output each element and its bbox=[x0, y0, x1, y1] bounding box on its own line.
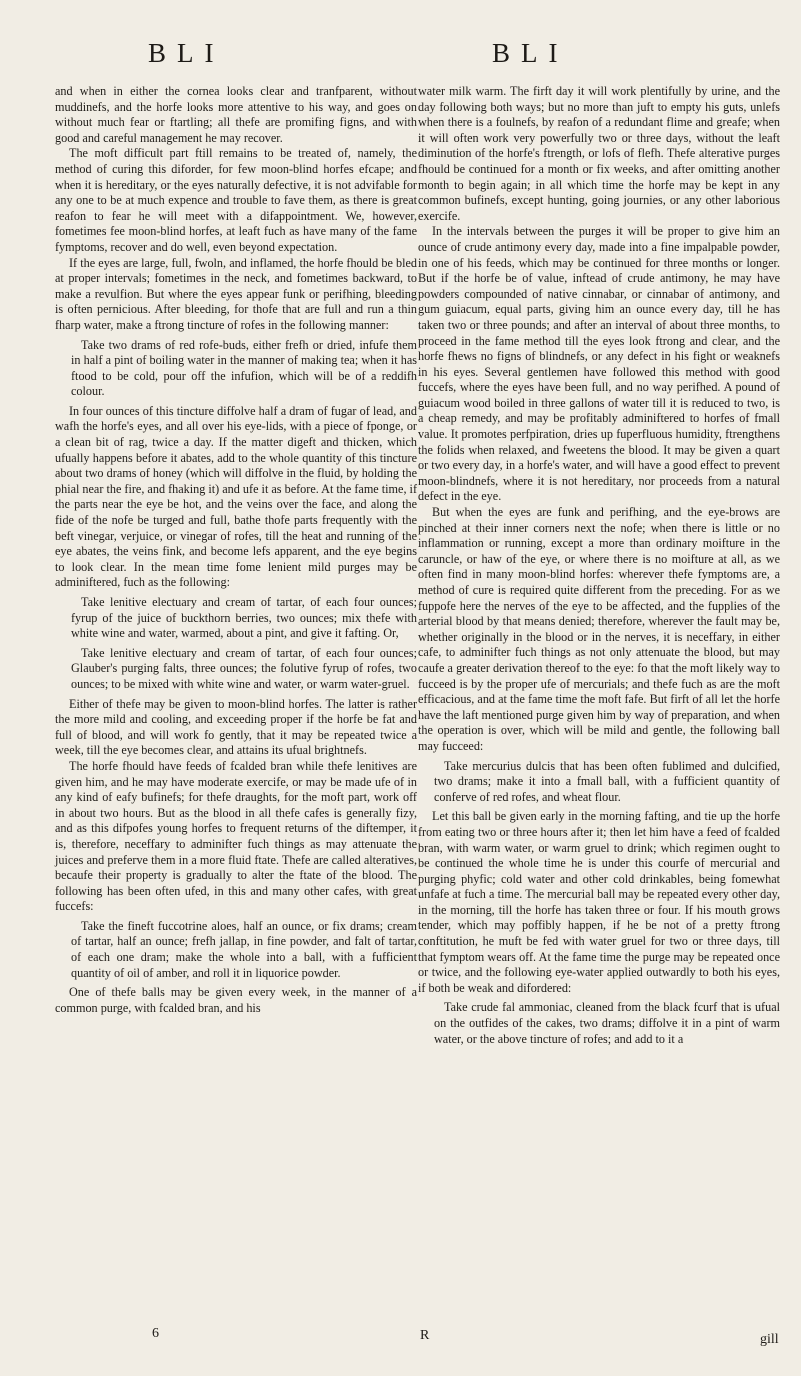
body-paragraph: and when in either the cornea looks clear and tranfparent, without muddinefs, and the horfe looks more attentive to his way, and goes on without much fear or ftartling; all thefe are promifing figns, and with good and careful management he may recover. bbox=[55, 84, 417, 145]
recipe-paragraph: Take lenitive electuary and cream of tartar, of each four ounces; fyrup of the juice of buckthorn berries, two ounces; mix thefe with white wine and water, warmed, about a pint, and give it fafting. Or, bbox=[71, 595, 417, 641]
recipe-paragraph: Take the fineft fuccotrine aloes, half an ounce, or fix drams; cream of tartar, half an ounce; frefh jallap, in fine powder, and falt of tartar, of each one dram; make the whole into a ball, with a fufficient quantity of oil of amber, and roll it in liquorice powder. bbox=[71, 918, 417, 980]
right-text-column bbox=[418, 84, 780, 1051]
body-paragraph: But when the eyes are funk and perifhing, and the eye-brows are pinched at their inner corners next the nofe; when there is little or no inflammation or running, except a more than ordinary moifture in the caruncle, or haw of the eye, or where there is no moifture at all, as we often find in many moon-blind horfes: wherever thefe fymptoms are, a method of cure is required quite different from the preceding. For as we fuppofe here the nerves of the eye to be affected, and the fupplies of the arterial blood by that means denied; therefore, wherever the fault may be, whether originally in the blood or in the nerves, it is neceffary, in either cafe, to adminifter fuch things as not only attenuate the blood, but may caufe a greater derivation thereof to the eye: fo that the moft likely way to fucceed is by the proper ufe of mercurials; and thefe fuch as are the moft efficacious, and at the fame time the moft fafe. But firft of all let the horfe have the laft mentioned purge given him by way of preparation, and when the operation is over, which will be mild and gentle, the following ball may fucceed: bbox=[418, 505, 780, 753]
body-paragraph: The moft difficult part ftill remains to be treated of, namely, the method of curing this diforder, for few moon-blind horfes efcape; and when it is hereditary, or the eyes naturally defective, it is not advifable for any one to be at much expence and trouble to fave them, as there is great reafon to fear he will meet with a difappointment. We, however, fometimes fee moon-blind horfes, at leaft fuch as have many of the fame fymptoms, recover and do well, even beyond expectation. bbox=[55, 146, 417, 254]
body-paragraph: Let this ball be given early in the morning fafting, and tie up the horfe from eating two or three hours after it; then let him have a feed of fcalded bran, with warm water, or warm gruel to drink; which regimen ought to be continued the whole time he is under this courfe of mercurial and purging phyfic; cold water and other cold drinkables, being fomewhat unfafe at fuch a time. The mercurial ball may be repeated every other day, in the morning, till the horfe has taken three or four. If his mouth grows tender, which may poffibly happen, if he be not of a pretty ftrong conftitution, he muft be fed with water gruel for two or three days, till that fymptom wears off. At the fame time the purge may be repeated once or twice, and the following eye-water applied outwardly to both his eyes, if both be weak and difordered: bbox=[418, 809, 780, 995]
body-paragraph: Either of thefe may be given to moon-blind horfes. The latter is rather the more mild and cooling, and exceeding proper if the horfe be fat and full of blood, and will work fo gently, that it may be repeated twice a week, till the eye becomes clear, and attains its ufual brightnefs. bbox=[55, 696, 417, 758]
recipe-paragraph: Take two drams of red rofe-buds, either frefh or dried, infufe them in half a pint of boiling water in the manner of making tea; when it has ftood to be cold, pour off the infufion, which will be of a reddifh colour. bbox=[71, 337, 417, 399]
body-paragraph: If the eyes are large, full, fwoln, and inflamed, the horfe fhould be bled at proper intervals; fometimes in the neck, and fometimes backward, to make a revulfion. But where the eyes appear funk or perifhing, bleeding is often pernicious. After bleeding, for thofe that are full and run a thin fharp water, make a ftrong tincture of rofes in the following manner: bbox=[55, 255, 417, 332]
body-paragraph: water milk warm. The firft day it will work plentifully by urine, and the day following both ways; but no more than juft to empty his guts, unlefs when there is a foulnefs, by reafon of a redundant flime and greafe; when it will often work very powerfully two or three days, without the leaft diminution of the horfe's ftrength, or lofs of flefh. Thefe alterative purges fhould be continued for a month or fix weeks, and after omitting another month to begin again; in all which time the horfe may be kept in any common bufinefs, except hunting, going journies, or any other laborious exercife. bbox=[418, 84, 780, 223]
running-head-left: BLI bbox=[148, 38, 225, 68]
body-paragraph: The horfe fhould have feeds of fcalded bran while thefe lenitives are given him, and he may have moderate exercife, or may be made ufe of in any kind of eafy bufinefs; for thefe draughts, for the moft part, work off in about two hours. But as the blood in all thefe cafes is generally fizy, and as this difpofes young horfes to frequent returns of the diftemper, it is, therefore, neceffary to adminifter fuch things as may attenuate the juices and preferve them in a more fluid ftate. Thefe are called alteratives, becaufe their property is gradually to alter the ftate of the blood. The following has been often ufed, in this and many other cafes, with great fuccefs: bbox=[55, 758, 417, 914]
recipe-paragraph: Take mercurius dulcis that has been often fublimed and dulcified, two drams; make it into a fmall ball, with a fufficient quantity of conferve of red rofes, and wheat flour. bbox=[434, 758, 780, 804]
recipe-paragraph: Take lenitive electuary and cream of tartar, of each four ounces; Glauber's purging falts, three ounces; the folutive fyrup of rofes, two ounces; to be mixed with white wine and water, or warm water-gruel. bbox=[71, 645, 417, 691]
signature-mark-left: 6 bbox=[152, 1326, 159, 1341]
body-paragraph: In four ounces of this tincture diffolve half a dram of fugar of lead, and wafh the horfe's eyes, and all over his eye-lids, with a piece of fponge, or a clean bit of rag, twice a day. If the matter digeft and thicken, which ufually happens before it abates, add to the whole quantity of this tincture about two drams of honey (which will diffolve in the fluid, by holding the phial near the fire, and fhaking it) and ufe it as before. At the fame time, if the parts near the eye be hot, and the veins over the face, and along the fide of the nofe be turged and full, bathe thofe parts frequently with the beft vinegar, verjuice, or vinegar of rofes, till the heat and running of the eye abates, the veins fink, and become lefs apparent, and the eye begins to look clear. In the mean time fome lenient mild purges may be adminiftered, fuch as the following: bbox=[55, 403, 417, 590]
body-paragraph: In the intervals between the purges it will be proper to give him an ounce of crude antimony every day, made into a fine impalpable powder, in one of his feeds, which may be continued for three months or longer. But if the horfe be of value, inftead of crude antimony, he may have powders compounded of native cinnabar, or cinnabar of antimony, and gum guiacum, equal parts, giving him an ounce every day, till he has taken two or three pounds; and after an interval of about three months, to proceed in the fame method till the eyes look ftrong and clear, and the horfe fhews no figns of blindnefs, or any defect in his fight or weaknefs in his eyes. Several gentlemen have followed this method with good fuccefs, where the eyes have been full, and no way perifhed. A pound of guiacum wood boiled in three gallons of water till it is reduced to two, is a cheap remedy, and may be profitably adminiftered to horfes of fmall value. It promotes perfpiration, dries up fuperfluous humidity, ftrengthens the folids when relaxed, and fweetens the blood. It may be given a quart or two every day, in a horfe's water, and will have a good effect to prevent moon-blindnefs, where it is not hereditary, nor proceeds from a natural defect in the eye. bbox=[418, 224, 780, 504]
recipe-paragraph: Take crude fal ammoniac, cleaned from the black fcurf that is ufual on the outfides of the cakes, two drams; diffolve it in a pint of warm water, or the above tincture of rofes; and add to it a bbox=[434, 1000, 780, 1046]
signature-mark-right: R bbox=[420, 1328, 430, 1343]
body-paragraph: One of thefe balls may be given every week, in the manner of a common purge, with fcalded bran, and his bbox=[55, 985, 417, 1015]
left-text-column bbox=[55, 84, 417, 1016]
catchword: gill bbox=[760, 1332, 779, 1347]
running-head-right: BLI bbox=[492, 38, 569, 68]
